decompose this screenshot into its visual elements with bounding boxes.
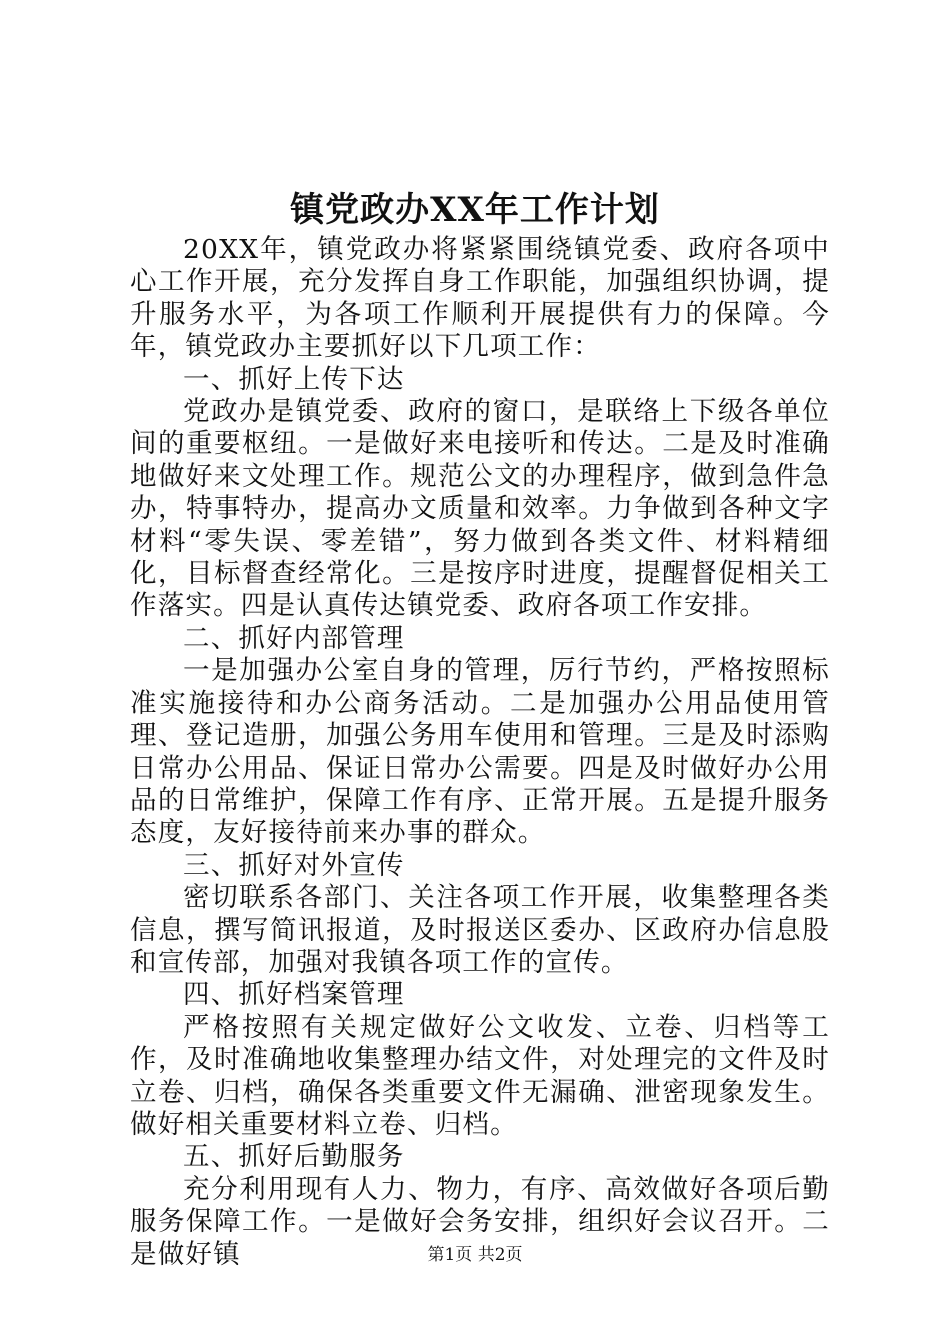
section-heading-3: 三、抓好对外宣传 [183, 849, 405, 881]
section-body-2: 一是加强办公室自身的管理，厉行节约，严格按照标准实施接待和办公商务活动。二是加强办公用品使用管理、登记造册，加强公务用车使用和管理。三是及时添购日常办公用品、保证日常办公需要。四是及时做好办公用品的日常维护，保障工作有序、正常开展。五是提升服务态度，友好接待前来办事的群众。 [130, 655, 830, 849]
section-heading-1: 一、抓好上传下达 [183, 363, 405, 395]
section-body-3: 密切联系各部门、关注各项工作开展，收集整理各类信息，撰写简讯报道，及时报送区委办、区政府办信息股和宣传部，加强对我镇各项工作的宣传。 [130, 882, 830, 978]
page-number-footer: 第1页 共2页 [427, 1245, 523, 1265]
document-body [130, 234, 830, 1271]
section-heading-2: 二、抓好内部管理 [183, 622, 405, 654]
section-body-1: 党政办是镇党委、政府的窗口，是联络上下级各单位间的重要枢纽。一是做好来电接听和传达。二是及时准确地做好来文处理工作。规范公文的办理程序，做到急件急办，特事特办，提高办文质量和效率。力争做到各种文字材料“零失误、零差错”，努力做到各类文件、材料精细化，目标督查经常化。三是按序时进度，提醒督促相关工作落实。四是认真传达镇党委、政府各项工作安排。 [130, 396, 830, 622]
section-body-5: 充分利用现有人力、物力，有序、高效做好各项后勤服务保障工作。一是做好会务安排，组织好会议召开。二是做好镇 [130, 1173, 830, 1270]
section-body-4: 严格按照有关规定做好公文收发、立卷、归档等工作，及时准确地收集整理办结文件，对处理完的文件及时立卷、归档，确保各类重要文件无漏确、泄密现象发生。做好相关重要材料立卷、归档。 [130, 1011, 830, 1140]
document-title: 镇党政办XX年工作计划 [290, 190, 660, 230]
intro-paragraph: 20XX年，镇党政办将紧紧围绕镇党委、政府各项中心工作开展，充分发挥自身工作职能，加强组织协调，提升服务水平，为各项工作顺利开展提供有力的保障。今年，镇党政办主要抓好以下几项工作： [130, 234, 830, 363]
section-heading-4: 四、抓好档案管理 [183, 979, 405, 1011]
section-heading-5: 五、抓好后勤服务 [183, 1141, 405, 1173]
